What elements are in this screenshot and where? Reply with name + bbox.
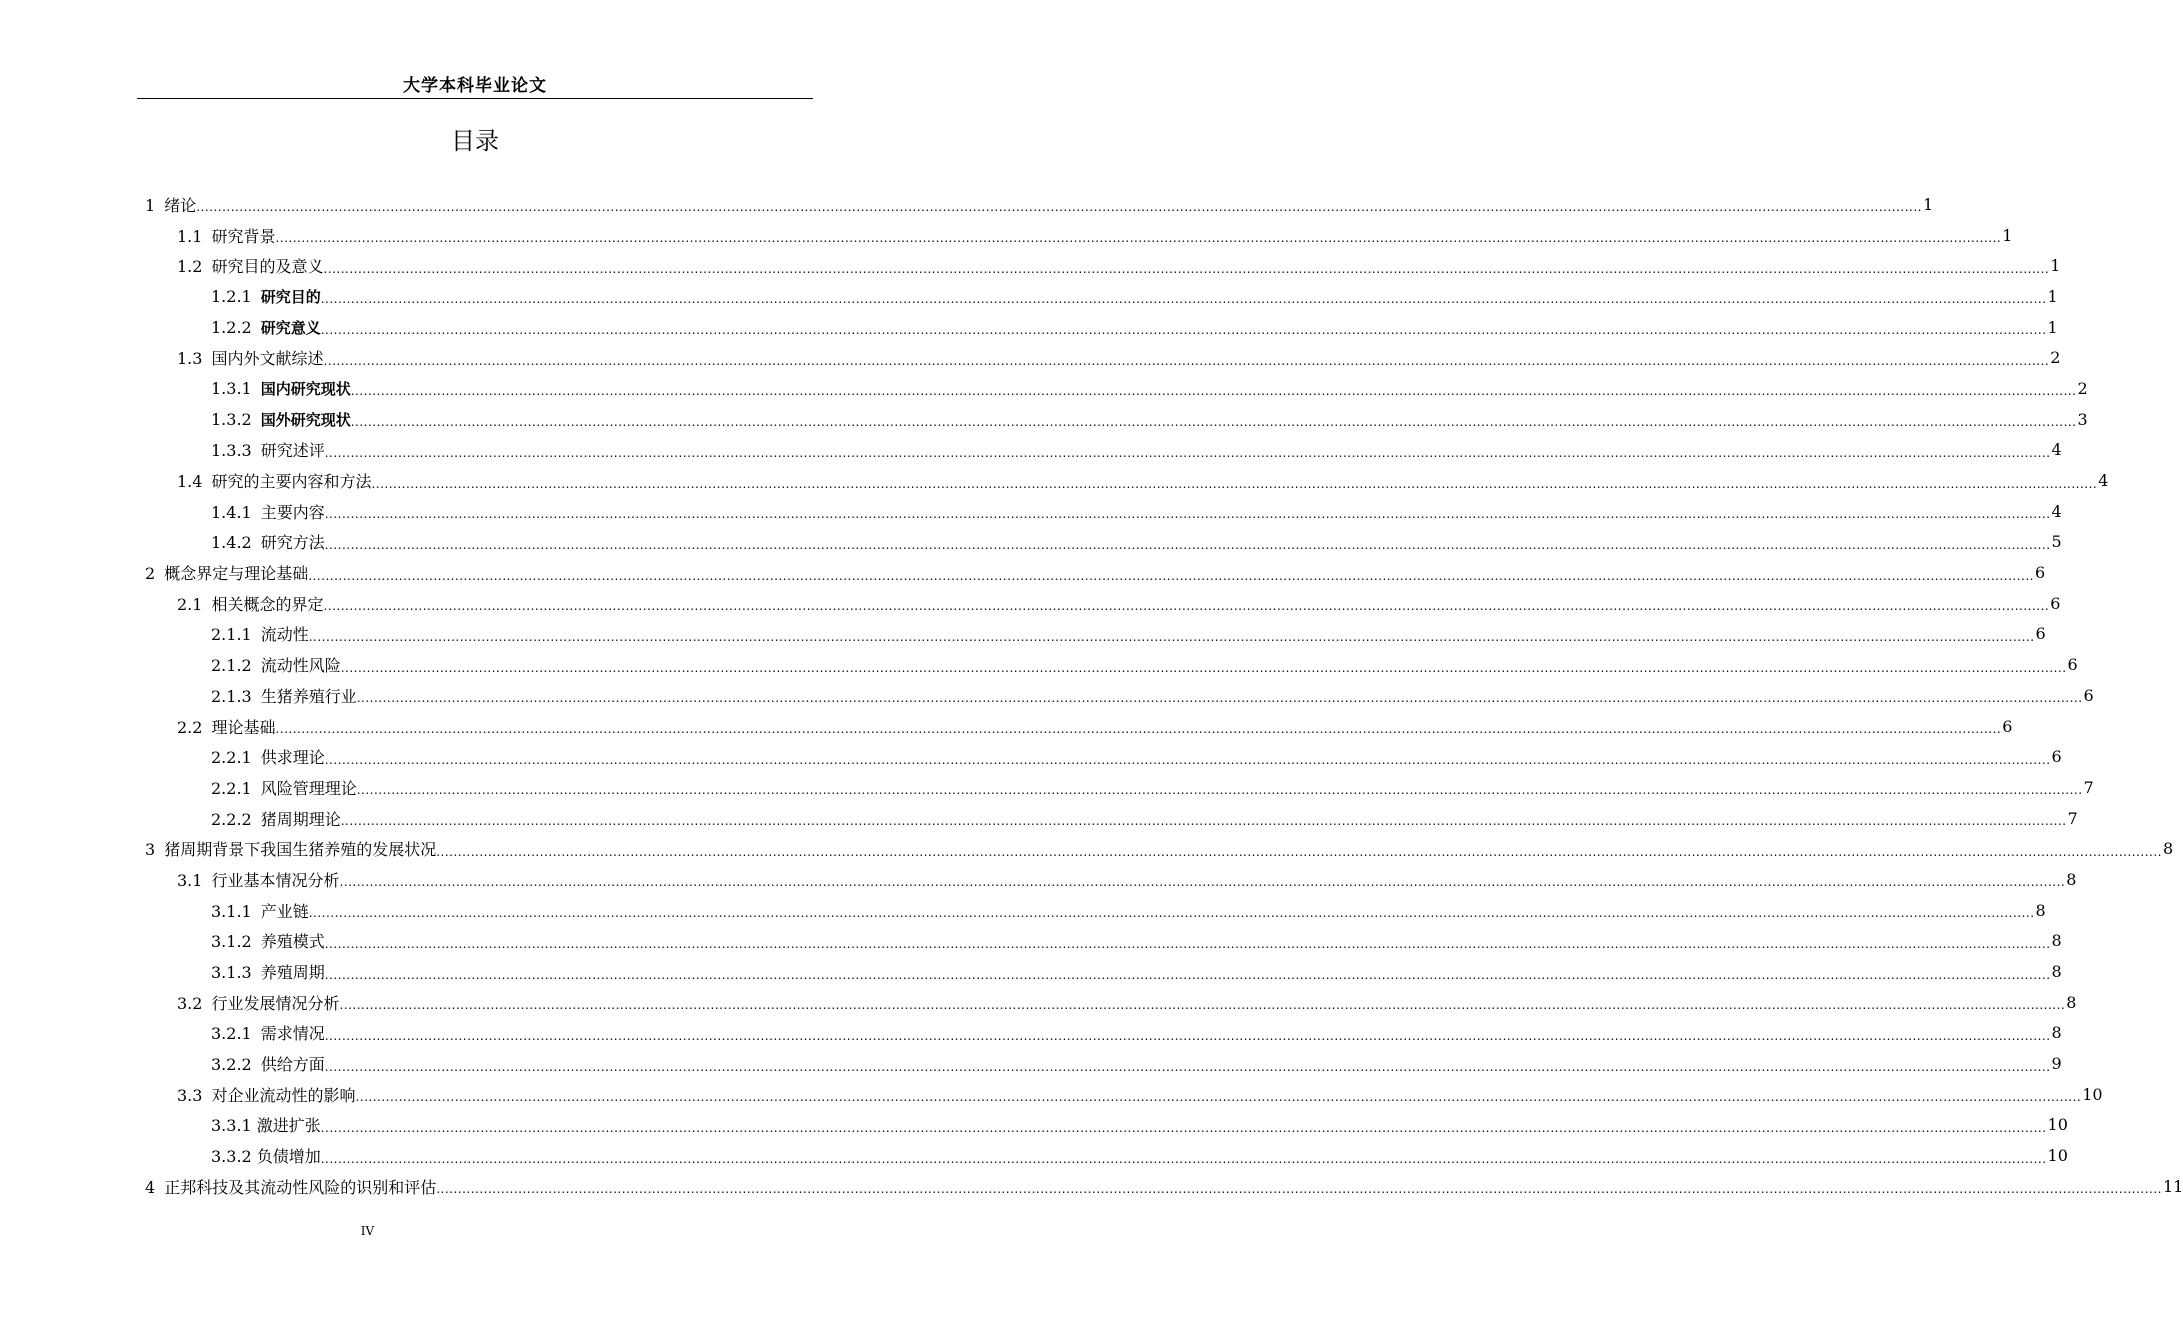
toc-dot-leader: ................................................................................................................................................................................................................................................................................................................................................................................................................ <box>355 1090 2082 1105</box>
toc-entry[interactable] <box>0 1018 2062 1049</box>
toc-dot-leader: ................................................................................................................................................................................................................................................................................................................................................................................................................ <box>371 476 2098 491</box>
toc-entry-label <box>177 991 339 1014</box>
toc-entry-label <box>211 438 325 461</box>
toc-entry-number: 1 <box>145 195 156 215</box>
toc-dot-leader: ................................................................................................................................................................................................................................................................................................................................................................................................................ <box>308 568 2034 583</box>
toc-entry-page: 1 <box>2002 225 2013 245</box>
toc-entry-label <box>145 1175 436 1198</box>
toc-entry-page: 6 <box>2083 685 2094 705</box>
toc-entry-label <box>211 1052 325 1075</box>
toc-dot-leader: ................................................................................................................................................................................................................................................................................................................................................................................................................ <box>196 200 1922 215</box>
toc-entry-title: 主要内容 <box>260 502 325 522</box>
toc-entry-label <box>211 1113 321 1136</box>
toc-entry[interactable] <box>0 1079 2103 1110</box>
toc-entry[interactable] <box>0 926 2062 957</box>
toc-entry-label <box>211 1021 325 1044</box>
toc-dot-leader: ................................................................................................................................................................................................................................................................................................................................................................................................................ <box>320 1120 2047 1135</box>
toc-entry-number: 3.3.2 <box>211 1147 252 1167</box>
toc-entry-label <box>145 193 196 216</box>
toc-entry-title: 养殖模式 <box>260 932 325 952</box>
toc-entry-number: 1.3.3 <box>211 441 252 461</box>
toc-entry-label <box>145 561 308 584</box>
toc-entry-page: 10 <box>2082 1084 2103 1104</box>
toc-entry-number: 1.4.2 <box>211 533 252 553</box>
toc-entry-number: 3.1.1 <box>211 901 252 921</box>
toc-entry[interactable] <box>0 404 2088 435</box>
toc-entry-title: 研究方法 <box>260 533 325 553</box>
toc-dot-leader: ................................................................................................................................................................................................................................................................................................................................................................................................................ <box>350 384 2077 399</box>
toc-entry-page: 6 <box>2050 593 2061 613</box>
toc-entry-page: 6 <box>2051 747 2062 767</box>
toc-entry-title: 国外研究现状 <box>260 410 351 429</box>
toc-entry-number: 3 <box>145 840 156 860</box>
toc-entry-title: 负债增加 <box>256 1147 321 1167</box>
header-rule <box>137 98 813 99</box>
toc-entry-number: 2.1.2 <box>211 656 252 676</box>
toc-entry[interactable] <box>0 680 2094 711</box>
toc-entry-title: 供给方面 <box>260 1055 325 1075</box>
toc-dot-leader: ................................................................................................................................................................................................................................................................................................................................................................................................................ <box>275 231 2002 246</box>
toc-entry-page: 6 <box>2035 624 2046 644</box>
toc-entry[interactable] <box>0 220 2013 251</box>
toc-entry-label <box>211 1144 321 1167</box>
toc-entry[interactable] <box>0 956 2062 987</box>
toc-dot-leader: ................................................................................................................................................................................................................................................................................................................................................................................................................ <box>339 998 2066 1013</box>
toc-entry-number: 1.4.1 <box>211 502 252 522</box>
toc-entry[interactable] <box>0 803 2078 834</box>
toc-entry-label <box>211 684 357 707</box>
toc-entry-number: 1.3.2 <box>211 409 252 429</box>
toc-entry-label <box>211 622 309 645</box>
toc-entry[interactable] <box>0 281 2058 312</box>
toc-entry-title: 理论基础 <box>211 717 276 737</box>
toc-entry-number: 2 <box>145 564 156 584</box>
toc-entry-title: 供求理论 <box>260 748 325 768</box>
toc-entry-page: 1 <box>1922 194 1934 214</box>
toc-dot-leader: ................................................................................................................................................................................................................................................................................................................................................................................................................ <box>350 415 2077 430</box>
toc-entry-title: 养殖周期 <box>260 963 325 983</box>
toc-entry-page: 6 <box>2034 563 2046 583</box>
toc-dot-leader: ................................................................................................................................................................................................................................................................................................................................................................................................................ <box>324 1028 2051 1043</box>
toc-entry[interactable] <box>0 1110 2068 1141</box>
toc-entry-number: 3.1.3 <box>211 963 252 983</box>
toc-entry-number: 1.2.2 <box>211 317 252 337</box>
toc-entry-page: 8 <box>2051 1023 2062 1043</box>
toc-entry-number: 2.2 <box>177 717 203 737</box>
toc-entry-label <box>211 899 309 922</box>
toc-entry-page: 4 <box>2098 471 2109 491</box>
toc-entry-number: 2.1.1 <box>211 625 252 645</box>
toc-entry-number: 1.4 <box>177 472 203 492</box>
running-header: 大学本科毕业论文 <box>403 76 547 96</box>
toc-dot-leader: ................................................................................................................................................................................................................................................................................................................................................................................................................ <box>436 844 2162 859</box>
toc-entry[interactable] <box>0 772 2094 803</box>
toc-entry[interactable] <box>0 496 2062 527</box>
toc-entry[interactable] <box>0 1140 2068 1171</box>
toc-entry-label <box>211 929 325 952</box>
toc-entry-number: 2.2.2 <box>211 809 252 829</box>
toc-entry-label <box>211 500 325 523</box>
toc-entry[interactable] <box>0 435 2062 466</box>
toc-dot-leader: ................................................................................................................................................................................................................................................................................................................................................................................................................ <box>323 261 2050 276</box>
toc-entry[interactable] <box>0 557 2046 588</box>
toc-dot-leader: ................................................................................................................................................................................................................................................................................................................................................................................................................ <box>356 783 2083 798</box>
toc-entry-page: 9 <box>2051 1054 2062 1074</box>
toc-entry-number: 3.1.2 <box>211 932 252 952</box>
toc-entry[interactable] <box>0 649 2078 680</box>
toc-entry-page: 8 <box>2051 962 2062 982</box>
toc-entry[interactable] <box>0 373 2088 404</box>
toc-dot-leader: ................................................................................................................................................................................................................................................................................................................................................................................................................ <box>308 629 2035 644</box>
toc-dot-leader: ................................................................................................................................................................................................................................................................................................................................................................................................................ <box>323 353 2050 368</box>
toc-entry-label <box>177 254 323 277</box>
toc-entry[interactable] <box>0 1171 2183 1202</box>
toc-entry-title: 研究目的 <box>260 287 321 306</box>
toc-entry[interactable] <box>0 741 2062 772</box>
toc-entry-page: 4 <box>2051 440 2062 460</box>
toc-entry-page: 1 <box>2047 286 2058 306</box>
toc-entry-number: 1.1 <box>177 226 203 246</box>
toc-dot-leader: ................................................................................................................................................................................................................................................................................................................................................................................................................ <box>323 599 2050 614</box>
toc-entry-title: 风险管理理论 <box>260 778 357 798</box>
toc-entry-title: 研究的主要内容和方法 <box>211 472 372 492</box>
toc-entry-number: 1.3.1 <box>211 378 252 398</box>
toc-entry-page: 7 <box>2067 808 2078 828</box>
toc-entry-page: 8 <box>2035 900 2046 920</box>
toc-entry-label <box>177 224 275 247</box>
toc-entry[interactable] <box>0 864 2077 895</box>
toc-entry-title: 概念界定与理论基础 <box>164 564 309 584</box>
toc-dot-leader: ................................................................................................................................................................................................................................................................................................................................................................................................................ <box>340 814 2067 829</box>
toc-entry[interactable] <box>0 189 1934 220</box>
toc-entry-number: 3.2.2 <box>211 1055 252 1075</box>
toc-entry-title: 产业链 <box>260 901 309 921</box>
toc-dot-leader: ................................................................................................................................................................................................................................................................................................................................................................................................................ <box>324 1059 2051 1074</box>
toc-entry-label <box>177 1083 355 1106</box>
toc-entry[interactable] <box>0 312 2058 343</box>
toc-entry-title: 相关概念的界定 <box>211 594 324 614</box>
toc-entry-title: 正邦科技及其流动性风险的识别和评估 <box>164 1177 437 1197</box>
toc-dot-leader: ................................................................................................................................................................................................................................................................................................................................................................................................................ <box>308 906 2035 921</box>
table-of-contents <box>0 189 2183 1202</box>
toc-entry[interactable] <box>0 250 2061 281</box>
toc-entry-title: 研究背景 <box>211 226 276 246</box>
toc-entry-number: 4 <box>145 1177 156 1197</box>
toc-entry[interactable] <box>0 895 2046 926</box>
toc-entry-title: 对企业流动性的影响 <box>211 1085 356 1105</box>
toc-entry-title: 研究意义 <box>260 318 321 337</box>
toc-dot-leader: ................................................................................................................................................................................................................................................................................................................................................................................................................ <box>275 722 2002 737</box>
toc-entry-page: 8 <box>2162 839 2174 859</box>
toc-entry-title: 绪论 <box>164 195 197 215</box>
toc-entry-page: 3 <box>2077 409 2088 429</box>
toc-entry-page: 7 <box>2083 777 2094 797</box>
toc-entry-number: 2.2.1 <box>211 778 252 798</box>
page-title: 目录 <box>451 127 499 155</box>
toc-entry-label <box>145 837 436 860</box>
toc-dot-leader: ................................................................................................................................................................................................................................................................................................................................................................................................................ <box>340 660 2067 675</box>
toc-entry-title: 研究目的及意义 <box>211 257 324 277</box>
toc-entry-title: 激进扩张 <box>256 1116 321 1136</box>
toc-entry-label <box>211 530 325 553</box>
toc-entry-page: 10 <box>2047 1115 2068 1135</box>
toc-entry-number: 3.3.1 <box>211 1116 252 1136</box>
toc-entry-number: 2.1.3 <box>211 686 252 706</box>
toc-entry-page: 8 <box>2051 931 2062 951</box>
toc-entry-title: 国内外文献综述 <box>211 349 324 369</box>
toc-entry-page: 6 <box>2002 716 2013 736</box>
toc-entry[interactable] <box>0 1048 2062 1079</box>
toc-entry-label <box>211 653 341 676</box>
toc-entry-number: 3.1 <box>177 870 203 890</box>
toc-entry-number: 1.2 <box>177 257 203 277</box>
toc-entry-title: 研究述评 <box>260 441 325 461</box>
toc-entry-label <box>177 346 323 369</box>
toc-entry[interactable] <box>0 342 2061 373</box>
toc-entry-title: 行业发展情况分析 <box>211 993 340 1013</box>
toc-entry-number: 1.3 <box>177 349 203 369</box>
toc-entry[interactable] <box>0 465 2109 496</box>
toc-entry-label <box>211 807 341 830</box>
toc-entry-number: 3.3 <box>177 1085 203 1105</box>
toc-dot-leader: ................................................................................................................................................................................................................................................................................................................................................................................................................ <box>356 691 2083 706</box>
toc-dot-leader: ................................................................................................................................................................................................................................................................................................................................................................................................................ <box>436 1182 2162 1197</box>
toc-entry[interactable] <box>0 588 2061 619</box>
toc-entry[interactable] <box>0 619 2046 650</box>
toc-entry-label <box>211 960 325 983</box>
toc-entry[interactable] <box>0 987 2077 1018</box>
toc-entry-label <box>211 286 321 307</box>
page-number: IV <box>360 1224 375 1238</box>
toc-entry-title: 猪周期理论 <box>260 809 341 829</box>
toc-entry-page: 11 <box>2162 1176 2183 1196</box>
toc-entry-label <box>177 715 275 738</box>
toc-entry-page: 10 <box>2047 1146 2068 1166</box>
toc-entry-label <box>211 409 351 430</box>
toc-dot-leader: ................................................................................................................................................................................................................................................................................................................................................................................................................ <box>324 507 2051 522</box>
toc-entry-title: 猪周期背景下我国生猪养殖的发展状况 <box>164 840 437 860</box>
toc-entry-page: 6 <box>2067 655 2078 675</box>
toc-entry-page: 1 <box>2050 256 2061 276</box>
toc-entry-page: 1 <box>2047 317 2058 337</box>
toc-entry-number: 2.2.1 <box>211 748 252 768</box>
toc-entry-title: 生猪养殖行业 <box>260 686 357 706</box>
toc-entry-page: 5 <box>2051 532 2062 552</box>
toc-entry-page: 2 <box>2050 348 2061 368</box>
toc-dot-leader: ................................................................................................................................................................................................................................................................................................................................................................................................................ <box>320 323 2047 338</box>
toc-entry-page: 2 <box>2077 378 2088 398</box>
toc-dot-leader: ................................................................................................................................................................................................................................................................................................................................................................................................................ <box>324 936 2051 951</box>
toc-entry-label <box>211 378 351 399</box>
toc-dot-leader: ................................................................................................................................................................................................................................................................................................................................................................................................................ <box>320 292 2047 307</box>
toc-entry[interactable] <box>0 527 2062 558</box>
toc-entry[interactable] <box>0 833 2174 864</box>
toc-entry-number: 2.1 <box>177 594 203 614</box>
toc-entry-title: 国内研究现状 <box>260 379 351 398</box>
toc-entry-label <box>177 469 371 492</box>
toc-entry-number: 1.2.1 <box>211 286 252 306</box>
toc-entry-label <box>211 745 325 768</box>
toc-dot-leader: ................................................................................................................................................................................................................................................................................................................................................................................................................ <box>324 967 2051 982</box>
toc-dot-leader: ................................................................................................................................................................................................................................................................................................................................................................................................................ <box>324 445 2051 460</box>
toc-entry-title: 需求情况 <box>260 1024 325 1044</box>
toc-entry-title: 行业基本情况分析 <box>211 870 340 890</box>
toc-entry-number: 3.2 <box>177 993 203 1013</box>
toc-entry-title: 流动性 <box>260 625 309 645</box>
toc-dot-leader: ................................................................................................................................................................................................................................................................................................................................................................................................................ <box>339 875 2066 890</box>
toc-entry[interactable] <box>0 711 2013 742</box>
toc-entry-number: 3.2.1 <box>211 1024 252 1044</box>
toc-entry-page: 8 <box>2066 992 2077 1012</box>
toc-entry-label <box>211 317 321 338</box>
toc-entry-title: 流动性风险 <box>260 656 341 676</box>
toc-entry-label <box>177 592 323 615</box>
toc-entry-label <box>211 776 357 799</box>
toc-entry-label <box>177 868 339 891</box>
toc-entry-page: 4 <box>2051 501 2062 521</box>
toc-dot-leader: ................................................................................................................................................................................................................................................................................................................................................................................................................ <box>320 1151 2047 1166</box>
toc-dot-leader: ................................................................................................................................................................................................................................................................................................................................................................................................................ <box>324 537 2051 552</box>
toc-dot-leader: ................................................................................................................................................................................................................................................................................................................................................................................................................ <box>324 752 2051 767</box>
toc-entry-page: 8 <box>2066 869 2077 889</box>
